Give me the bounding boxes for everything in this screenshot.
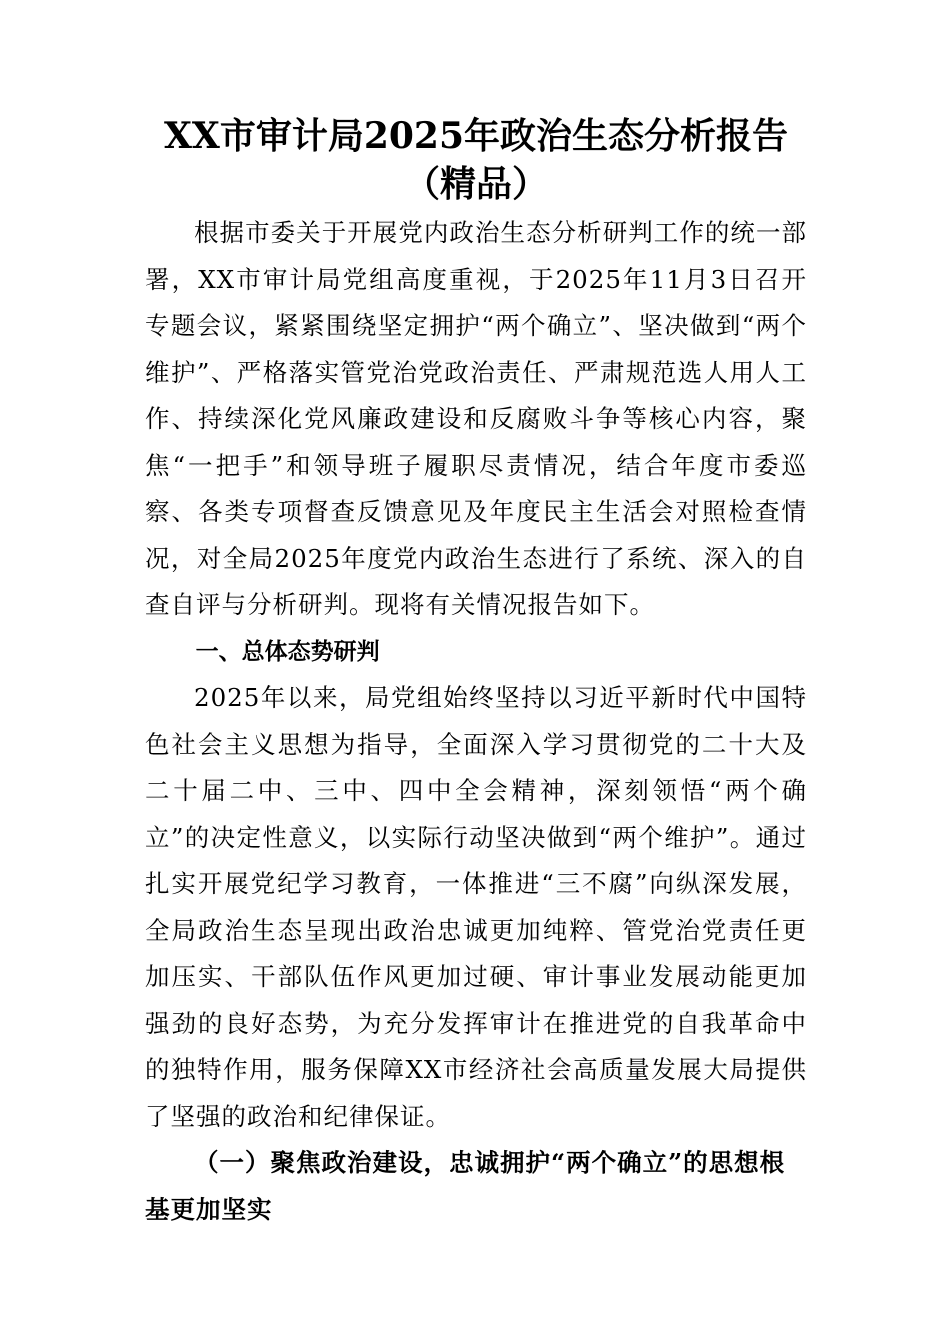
title-line-1: XX市审计局2025年政治生态分析报告 [163, 115, 789, 157]
document-page [145, 112, 807, 1233]
overall-assessment-paragraph: 2025年以来，局党组始终坚持以习近平新时代中国特色社会主义思想为指导，全面深入学习贯彻党的二十大及二十届二中、三中、四中全会精神，深刻领悟“两个确立”的决定性意义，以实际行动坚决做到“两个维护”。通过扎实开展党纪学习教育，一体推进“三不腐”向纵深发展，全局政治生态呈现出政治忠诚更加纯粹、管党治党责任更加压实、干部队伍作风更加过硬、审计事业发展动能更加强劲的良好态势，为充分发挥审计在推进党的自我革命中的独特作用，服务保障XX市经济社会高质量发展大局提供了坚强的政治和纪律保证。 [145, 683, 807, 1131]
title-line-2: （精品） [403, 163, 548, 205]
intro-paragraph: 根据市委关于开展党内政治生态分析研判工作的统一部署，XX市审计局党组高度重视，于2025年11月3日召开专题会议，紧紧围绕坚定拥护“两个确立”、坚决做到“两个维护”、严格落实管党治党政治责任、严肃规范选人用人工作、持续深化党风廉政建设和反腐败斗争等核心内容，聚焦“一把手”和领导班子履职尽责情况，结合年度市委巡察、各类专项督查反馈意见及年度民主生活会对照检查情况，对全局2025年度党内政治生态进行了系统、深入的自查自评与分析研判。现将有关情况报告如下。 [145, 218, 807, 619]
section-heading-overall-assessment: 一、总体态势研判 [195, 638, 380, 665]
subsection-heading-political-building: （一）聚焦政治建设，忠诚拥护“两个确立”的思想根基更加坚实 [145, 1148, 786, 1224]
document-title [145, 112, 807, 208]
